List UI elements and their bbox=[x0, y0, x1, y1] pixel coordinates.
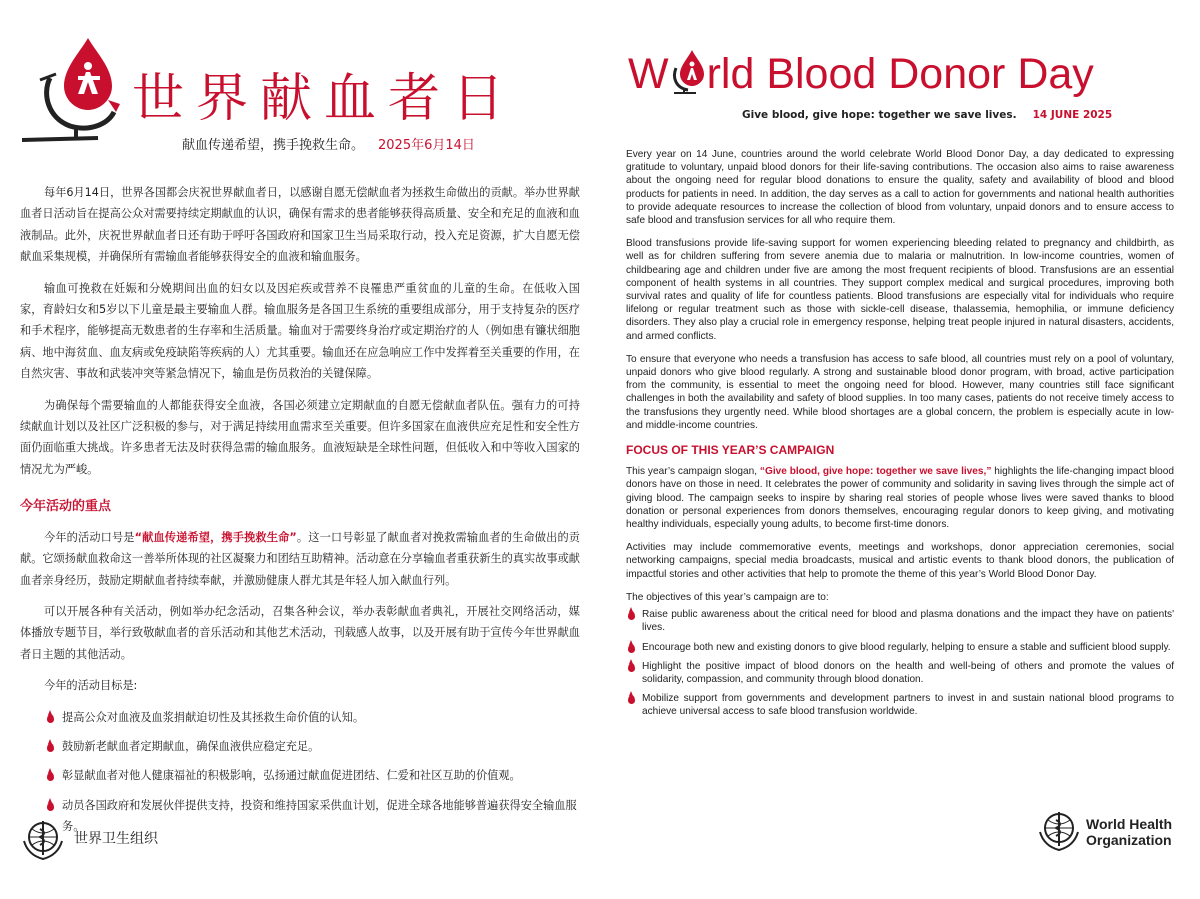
chinese-paragraph-2: 输血可挽救在妊娠和分娩期间出血的妇女以及因疟疾或营养不良罹患严重贫血的儿童的生命。在低收入国家，育龄妇女和5岁以下儿童是最主要输血人群。输血服务是各国卫生系统的重要组成部分，用于支持复杂的医疗和手术程序，能够提高无数患者的生存率和生活质量。输血对于需要终身治疗或定期治疗的人（例如患有镰状细胞病、地中海贫血、血友病或免疫缺陷等疾病的人）尤其重要。输血还在应急响应工作中发挥着至关重要的作用，在自然灾害、事故和武装冲突等紧急情况下，输血是伤员救治的关键保障。 bbox=[20, 281, 580, 381]
blood-drop-bullet-icon bbox=[47, 743, 54, 752]
chinese-focus-slogan: “献血传递希望，携手挽救生命” bbox=[134, 530, 297, 544]
list-item bbox=[20, 707, 580, 728]
chinese-objectives-intro: 今年的活动目标是: bbox=[44, 679, 138, 693]
chinese-paragraph-3: 为确保每个需要输血的人都能获得安全血液，各国必须建立定期献血的自愿无偿献血者队伍。强有力的可持续献血计划以及社区广泛积极的参与，对于满足持续用血需求至关重要。但许多国家在血液供应充足性和安全性方面仍面临重大挑战。许多患者无法及时获得急需的输血服务。血液短缺是全球性问题，但低收入和中等收入国家的情况尤为严峻。 bbox=[20, 398, 580, 476]
english-column bbox=[626, 20, 1174, 880]
blood-drop-globe-logo bbox=[20, 34, 125, 144]
english-objectives-list bbox=[626, 608, 1174, 718]
objective-text: 动员各国政府和发展伙伴提供支持，投资和维持国家采供血计划，促进全球各地能够普遍获得安全输血服务。 bbox=[62, 798, 577, 834]
blood-drop-globe-logo-small bbox=[670, 48, 706, 94]
who-name-english bbox=[1086, 816, 1172, 848]
english-paragraph-3: To ensure that everyone who needs a transfusion has access to safe blood, all countries must rely on a pool of voluntary, unpaid donors who give blood regularly. A strong and sustainable blood donor program, with broad, active participation from the community, is essential to meet the ongoing need for blood. However, many countries still face significant challenges in both the availability and safety of blood supplies. In too many cases, patients do not receive timely access to the transfusions they urgently need. While blood shortages are a global concern, the problem is especially acute in low- and middle-income countries. bbox=[626, 353, 1174, 431]
english-body bbox=[626, 148, 1174, 725]
blood-drop-bullet-icon bbox=[628, 644, 635, 653]
blood-drop-bullet-icon bbox=[47, 802, 54, 811]
chinese-focus-text-before: 今年的活动口号是 bbox=[44, 530, 135, 544]
objective-text: Highlight the positive impact of blood donors on the health and well-being of others and promote the values of solidarity, compassion, and community through blood donation. bbox=[642, 660, 1174, 685]
list-item bbox=[626, 692, 1174, 718]
chinese-objectives-list bbox=[20, 707, 580, 838]
english-focus-text-after: highlights the life-changing impact blood donors have on those in need. It celebrates the power of community and solidarity in saving lives through the simple act of giving blood. The campaign seeks to inspire by sharing real stories of people whose lives were saved thanks to blood donation or personal experiences from donors themselves, encouraging regular donors to keep giving, and motivating healthy individuals, especially young adults, to become first-time donors. bbox=[626, 466, 1174, 531]
list-item bbox=[626, 660, 1174, 686]
english-title bbox=[628, 48, 1094, 99]
chinese-body bbox=[20, 182, 580, 846]
who-name-line-1: World Health bbox=[1086, 816, 1173, 832]
english-date: 14 JUNE 2025 bbox=[1032, 109, 1113, 121]
list-item bbox=[626, 641, 1174, 654]
english-paragraph-2: Blood transfusions provide life-saving support for women experiencing bleeding related to pregnancy and childbirth, as well as for children suffering from severe anemia due to malaria or malnutrition. In low-income countries, women of childbearing age and children under five are among the most frequent recipients of blood. Transfusions are an essential component of health systems in all countries. They support complex medical and surgical procedures, improving both survival rates and quality of life for countless patients. Blood transfusions are especially vital for individuals who require lifelong or regular treatment such as those with sickle-cell disease, thalassemia, hemophilia, or immune deficiency disorders. They also play a crucial role in emergency response, helping treat people injured in natural disasters, accidents, and armed conflicts. bbox=[626, 238, 1174, 342]
list-item bbox=[626, 608, 1174, 634]
title-rest: rld Blood Donor Day bbox=[706, 50, 1094, 98]
english-focus-paragraph-1 bbox=[626, 465, 1174, 531]
chinese-focus-paragraph-2: 可以开展各种有关活动，例如举办纪念活动，召集各种会议，举办表彰献血者典礼，开展社交网络活动，媒体播放专题节目，举行致敬献血者的音乐活动和其他艺术活动，刊载感人故事，以及开展有助于宣传今年世界献血者日主题的其他活动。 bbox=[20, 604, 580, 661]
english-objectives-intro: The objectives of this year’s campaign are to: bbox=[626, 591, 829, 603]
objective-text: 彰显献血者对他人健康福祉的积极影响，弘扬通过献血促进团结、仁爱和社区互助的价值观。 bbox=[62, 769, 521, 783]
chinese-slogan-line bbox=[182, 134, 475, 153]
who-emblem-icon bbox=[1036, 808, 1082, 852]
chinese-column bbox=[20, 20, 580, 880]
chinese-focus-text-after: 。这一口号彰显了献血者对挽救需输血者的生命做出的贡献。它颂扬献血救命这一善举所体现的社区凝聚力和团结互助精神。活动意在分享输血者重获新生的真实故事或献血者亲身经历，鼓励定期献血者持续奉献，并激励健康人群尤其是年轻人加入献血行列。 bbox=[20, 530, 580, 587]
objective-text: Encourage both new and existing donors to give blood regularly, helping to ensure a stable and sufficient blood supply. bbox=[642, 641, 1171, 653]
english-slogan-line bbox=[742, 109, 1112, 121]
title-letter-w: W bbox=[628, 50, 669, 98]
chinese-date: 2025年6月14日 bbox=[378, 138, 475, 153]
blood-drop-bullet-icon bbox=[628, 695, 635, 704]
chinese-title: 世界献血者日 bbox=[132, 69, 517, 129]
english-focus-text-before: This year’s campaign slogan, bbox=[626, 466, 760, 478]
list-item bbox=[20, 765, 580, 786]
english-focus-heading: FOCUS OF THIS YEAR’S CAMPAIGN bbox=[626, 443, 835, 458]
blood-drop-bullet-icon bbox=[628, 611, 635, 620]
blood-drop-bullet-icon bbox=[47, 772, 54, 781]
objective-text: Raise public awareness about the critical need for blood and plasma donations and the impact they have on patients' lives. bbox=[642, 609, 1174, 634]
blood-drop-bullet-icon bbox=[628, 663, 635, 672]
english-slogan: Give blood, give hope: together we save lives. bbox=[742, 109, 1017, 121]
objective-text: Mobilize support from governments and development partners to invest in and sustain national blood programs to achieve universal access to safe blood transfusion worldwide. bbox=[642, 693, 1174, 718]
who-name-chinese: 世界卫生组织 bbox=[74, 831, 158, 847]
chinese-focus-paragraph-1 bbox=[20, 527, 580, 591]
blood-drop-bullet-icon bbox=[47, 714, 54, 723]
objective-text: 提高公众对血液及血浆捐献迫切性及其拯救生命价值的认知。 bbox=[62, 710, 365, 724]
english-focus-paragraph-2: Activities may include commemorative events, meetings and workshops, donor appreciation ceremonies, social networking campaigns, special media broadcasts, musical and artistic events to thank blood donors, the publication of impactful stories and other activities that help to promote the theme of this year’s World Blood Donor Day. bbox=[626, 542, 1174, 580]
chinese-slogan: 献血传递希望，携手挽救生命。 bbox=[182, 138, 365, 153]
english-paragraph-1: Every year on 14 June, countries around the world celebrate World Blood Donor Day, a day dedicated to expressing gratitude to voluntary, unpaid blood donors for their life-saving contributions. The occasion also aims to raise awareness about the ongoing need for regular blood donations to ensure the quality, safety and availability of blood and blood products for patients in need. In addition, the day serves as a call to action for governments and national health authorities to provide adequate resources to increase the collection of blood from voluntary, unpaid donors and to ensure access to safe blood and transfusion services for all who require them. bbox=[626, 149, 1174, 227]
who-emblem-icon bbox=[20, 817, 66, 861]
chinese-focus-heading: 今年活动的重点 bbox=[20, 499, 112, 515]
objective-text: 鼓励新老献血者定期献血，确保血液供应稳定充足。 bbox=[62, 739, 320, 753]
list-item bbox=[20, 736, 580, 757]
chinese-paragraph-1: 每年6月14日，世界各国都会庆祝世界献血者日，以感谢自愿无偿献血者为拯救生命做出的贡献。举办世界献血者日活动旨在提高公众对需要持续定期献血的认识，确保有需求的患者能够获得高质量、安全和充足的血液和血液制品。此外，庆祝世界献血者日还有助于呼吁各国政府和国家卫生当局采取行动，投入充足资源，扩大自愿无偿献血采集规模，并确保所有需输血者能够获得安全的血液和输血服务。 bbox=[20, 186, 580, 264]
english-focus-slogan: “Give blood, give hope: together we save lives,” bbox=[759, 466, 992, 478]
who-name-line-2: Organization bbox=[1086, 832, 1172, 848]
